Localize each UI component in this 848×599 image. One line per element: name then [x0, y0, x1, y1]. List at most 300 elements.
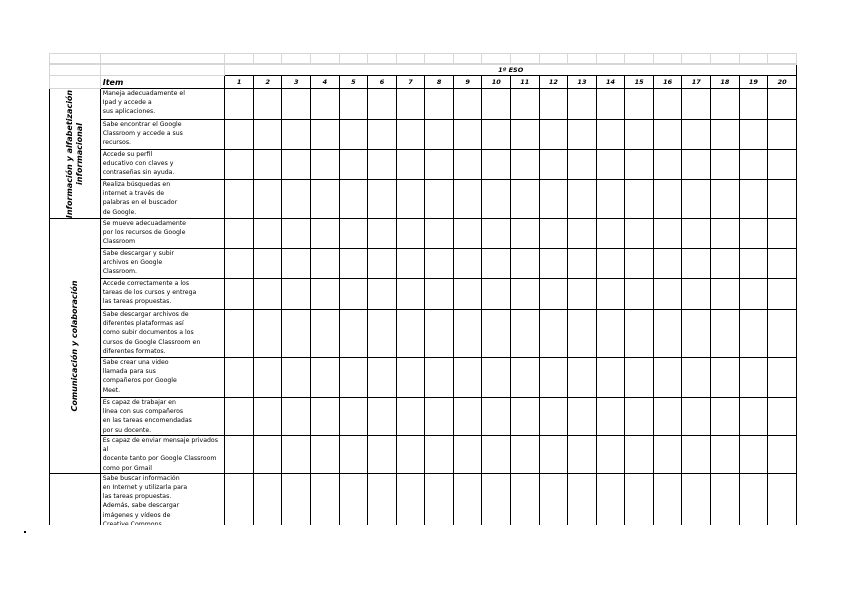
score-cell[interactable]: [482, 436, 511, 474]
score-cell[interactable]: [711, 279, 740, 310]
score-cell[interactable]: [311, 436, 340, 474]
blank-cell: [739, 54, 768, 64]
score-cell[interactable]: [425, 120, 454, 150]
score-cell[interactable]: [282, 120, 311, 150]
score-cell[interactable]: [368, 150, 397, 180]
score-cell[interactable]: [596, 150, 625, 180]
score-cell[interactable]: [282, 279, 311, 310]
score-cell[interactable]: [339, 436, 368, 474]
score-cell[interactable]: [425, 398, 454, 436]
score-cell[interactable]: [625, 120, 654, 150]
score-cell[interactable]: [768, 249, 797, 279]
blank-cell: [539, 54, 568, 64]
score-cell[interactable]: [596, 279, 625, 310]
score-cell[interactable]: [568, 219, 597, 249]
score-cell[interactable]: [625, 358, 654, 398]
item-row: [50, 219, 797, 249]
score-cell[interactable]: [682, 89, 711, 120]
blank-cell: [482, 54, 511, 64]
score-cell[interactable]: [425, 473, 454, 525]
score-cell[interactable]: [225, 310, 254, 358]
score-cell[interactable]: [568, 89, 597, 120]
score-cell[interactable]: [482, 279, 511, 310]
blank-cell: [100, 65, 225, 76]
blank-cell: [768, 54, 797, 64]
score-cell[interactable]: [253, 219, 282, 249]
score-cell[interactable]: [682, 473, 711, 525]
item-row: [50, 473, 797, 525]
score-cell[interactable]: [225, 120, 254, 150]
score-cell[interactable]: [282, 358, 311, 398]
score-cell[interactable]: [511, 310, 540, 358]
score-cell[interactable]: [339, 279, 368, 310]
item-text-line: tareas de los cursos y entrega: [102, 289, 197, 297]
score-cell[interactable]: [225, 89, 254, 120]
score-cell[interactable]: [282, 473, 311, 525]
evaluation-grid: [49, 53, 797, 525]
blank-cell: [368, 54, 397, 64]
score-cell[interactable]: [253, 279, 282, 310]
score-cell[interactable]: [511, 180, 540, 219]
score-cell[interactable]: [339, 219, 368, 249]
score-cell[interactable]: [339, 180, 368, 219]
score-cell[interactable]: [339, 473, 368, 525]
score-cell[interactable]: [739, 436, 768, 474]
score-cell[interactable]: [682, 150, 711, 180]
score-cell[interactable]: [453, 436, 482, 474]
blank-row: [50, 54, 797, 64]
category-cell: [50, 473, 101, 525]
score-cell[interactable]: [425, 89, 454, 120]
score-cell[interactable]: [511, 219, 540, 249]
score-cell[interactable]: [568, 150, 597, 180]
score-cell[interactable]: [682, 120, 711, 150]
score-cell[interactable]: [368, 473, 397, 525]
item-text-line: en Internet y utilizarla para: [102, 484, 188, 492]
score-cell[interactable]: [396, 436, 425, 474]
score-cell[interactable]: [339, 358, 368, 398]
score-cell[interactable]: [653, 310, 682, 358]
score-cell[interactable]: [711, 219, 740, 249]
score-cell[interactable]: [511, 249, 540, 279]
score-cell[interactable]: [711, 473, 740, 525]
score-cell[interactable]: [225, 358, 254, 398]
score-cell[interactable]: [396, 219, 425, 249]
score-cell[interactable]: [368, 89, 397, 120]
score-cell[interactable]: [682, 310, 711, 358]
item-row: [50, 358, 797, 398]
student-column-header: 18: [711, 76, 740, 89]
score-cell[interactable]: [453, 249, 482, 279]
student-column-header: 10: [482, 76, 511, 89]
score-cell[interactable]: [596, 219, 625, 249]
score-cell[interactable]: [682, 436, 711, 474]
score-cell[interactable]: [539, 398, 568, 436]
score-cell[interactable]: [653, 358, 682, 398]
score-cell[interactable]: [253, 120, 282, 150]
score-cell[interactable]: [396, 279, 425, 310]
score-cell[interactable]: [396, 120, 425, 150]
score-cell[interactable]: [568, 358, 597, 398]
score-cell[interactable]: [368, 120, 397, 150]
score-cell[interactable]: [568, 279, 597, 310]
score-cell[interactable]: [225, 249, 254, 279]
score-cell[interactable]: [539, 279, 568, 310]
score-cell[interactable]: [453, 120, 482, 150]
score-cell[interactable]: [768, 436, 797, 474]
score-cell[interactable]: [225, 150, 254, 180]
score-cell[interactable]: [539, 358, 568, 398]
score-cell[interactable]: [311, 249, 340, 279]
score-cell[interactable]: [368, 310, 397, 358]
score-cell[interactable]: [653, 279, 682, 310]
score-cell[interactable]: [596, 358, 625, 398]
score-cell[interactable]: [225, 180, 254, 219]
score-cell[interactable]: [425, 310, 454, 358]
score-cell[interactable]: [539, 180, 568, 219]
score-cell[interactable]: [568, 180, 597, 219]
item-description: [100, 180, 225, 219]
evaluation-sheet: [49, 53, 797, 525]
score-cell[interactable]: [568, 436, 597, 474]
score-cell[interactable]: [539, 219, 568, 249]
item-text-line: Classroom y accede a sus: [102, 130, 183, 138]
score-cell[interactable]: [568, 249, 597, 279]
score-cell[interactable]: [453, 358, 482, 398]
item-row: [50, 89, 797, 120]
score-cell[interactable]: [282, 150, 311, 180]
score-cell[interactable]: [768, 150, 797, 180]
item-text-line: sus aplicaciones.: [102, 108, 156, 116]
score-cell[interactable]: [311, 219, 340, 249]
score-cell[interactable]: [568, 120, 597, 150]
score-cell[interactable]: [539, 473, 568, 525]
score-cell[interactable]: [539, 89, 568, 120]
score-cell[interactable]: [482, 473, 511, 525]
score-cell[interactable]: [453, 89, 482, 120]
score-cell[interactable]: [539, 150, 568, 180]
score-cell[interactable]: [225, 398, 254, 436]
score-cell[interactable]: [682, 180, 711, 219]
score-cell[interactable]: [625, 279, 654, 310]
score-cell[interactable]: [253, 310, 282, 358]
score-cell[interactable]: [253, 249, 282, 279]
score-cell[interactable]: [682, 358, 711, 398]
blank-cell: [50, 54, 101, 64]
item-text-line: las tareas propuestas.: [102, 493, 172, 501]
score-cell[interactable]: [339, 89, 368, 120]
score-cell[interactable]: [368, 249, 397, 279]
score-cell[interactable]: [482, 310, 511, 358]
score-cell[interactable]: [282, 219, 311, 249]
score-cell[interactable]: [739, 398, 768, 436]
score-cell[interactable]: [511, 358, 540, 398]
score-cell[interactable]: [511, 89, 540, 120]
score-cell[interactable]: [739, 279, 768, 310]
score-cell[interactable]: [682, 398, 711, 436]
score-cell[interactable]: [453, 219, 482, 249]
item-text-line: como subir documentos a los: [102, 329, 194, 337]
score-cell[interactable]: [453, 398, 482, 436]
student-column-header: 20: [768, 76, 797, 89]
score-cell[interactable]: [682, 249, 711, 279]
score-cell[interactable]: [282, 436, 311, 474]
score-cell[interactable]: [482, 150, 511, 180]
score-cell[interactable]: [768, 120, 797, 150]
score-cell[interactable]: [711, 358, 740, 398]
score-cell[interactable]: [253, 436, 282, 474]
score-cell[interactable]: [711, 120, 740, 150]
score-cell[interactable]: [768, 279, 797, 310]
score-cell[interactable]: [453, 473, 482, 525]
score-cell[interactable]: [596, 310, 625, 358]
student-column-header: 9: [453, 76, 482, 89]
score-cell[interactable]: [596, 180, 625, 219]
score-cell[interactable]: [739, 120, 768, 150]
score-cell[interactable]: [453, 150, 482, 180]
score-cell[interactable]: [396, 398, 425, 436]
score-cell[interactable]: [311, 150, 340, 180]
score-cell[interactable]: [739, 310, 768, 358]
score-cell[interactable]: [282, 180, 311, 219]
score-cell[interactable]: [739, 150, 768, 180]
score-cell[interactable]: [739, 219, 768, 249]
score-cell[interactable]: [625, 249, 654, 279]
score-cell[interactable]: [653, 219, 682, 249]
score-cell[interactable]: [768, 398, 797, 436]
score-cell[interactable]: [539, 249, 568, 279]
score-cell[interactable]: [768, 89, 797, 120]
score-cell[interactable]: [282, 398, 311, 436]
student-column-header: 4: [311, 76, 340, 89]
score-cell[interactable]: [596, 249, 625, 279]
score-cell[interactable]: [596, 436, 625, 474]
score-cell[interactable]: [682, 279, 711, 310]
score-cell[interactable]: [539, 120, 568, 150]
score-cell[interactable]: [539, 310, 568, 358]
score-cell[interactable]: [568, 398, 597, 436]
score-cell[interactable]: [711, 310, 740, 358]
item-text-line: Maneja adecuadamente el: [102, 90, 185, 97]
score-cell[interactable]: [311, 473, 340, 525]
blank-cell: [511, 54, 540, 64]
score-cell[interactable]: [396, 473, 425, 525]
score-cell[interactable]: [653, 180, 682, 219]
score-cell[interactable]: [625, 310, 654, 358]
score-cell[interactable]: [596, 398, 625, 436]
score-cell[interactable]: [768, 310, 797, 358]
score-cell[interactable]: [482, 89, 511, 120]
score-cell[interactable]: [653, 120, 682, 150]
score-cell[interactable]: [253, 150, 282, 180]
score-cell[interactable]: [425, 180, 454, 219]
score-cell[interactable]: [739, 180, 768, 219]
score-cell[interactable]: [368, 436, 397, 474]
score-cell[interactable]: [311, 358, 340, 398]
score-cell[interactable]: [625, 436, 654, 474]
score-cell[interactable]: [253, 180, 282, 219]
score-cell[interactable]: [225, 473, 254, 525]
blank-cell: [282, 54, 311, 64]
score-cell[interactable]: [396, 358, 425, 398]
score-cell[interactable]: [511, 279, 540, 310]
score-cell[interactable]: [711, 436, 740, 474]
blank-cell: [100, 54, 225, 64]
score-cell[interactable]: [339, 150, 368, 180]
student-column-header: 17: [682, 76, 711, 89]
score-cell[interactable]: [596, 89, 625, 120]
score-cell[interactable]: [311, 89, 340, 120]
score-cell[interactable]: [511, 436, 540, 474]
score-cell[interactable]: [225, 219, 254, 249]
item-description: [100, 310, 225, 358]
item-text-line: Classroom.: [102, 268, 137, 276]
score-cell[interactable]: [253, 398, 282, 436]
item-text-line: Sabe descargar archivos de: [102, 311, 189, 318]
score-cell[interactable]: [396, 180, 425, 219]
score-cell[interactable]: [311, 279, 340, 310]
blank-cell: [339, 54, 368, 64]
score-cell[interactable]: [425, 249, 454, 279]
score-cell[interactable]: [339, 398, 368, 436]
score-cell[interactable]: [425, 219, 454, 249]
score-cell[interactable]: [339, 310, 368, 358]
score-cell[interactable]: [653, 398, 682, 436]
score-cell[interactable]: [482, 219, 511, 249]
score-cell[interactable]: [425, 279, 454, 310]
score-cell[interactable]: [425, 358, 454, 398]
item-description: [100, 436, 225, 474]
score-cell[interactable]: [339, 120, 368, 150]
item-text-line: de Google.: [102, 208, 137, 216]
score-cell[interactable]: [453, 279, 482, 310]
blank-cell: [311, 54, 340, 64]
score-cell[interactable]: [396, 249, 425, 279]
student-column-header: 11: [511, 76, 540, 89]
score-cell[interactable]: [311, 180, 340, 219]
student-column-header: 14: [596, 76, 625, 89]
item-text-line: Es capaz de enviar mensaje privados al: [102, 437, 218, 454]
score-cell[interactable]: [368, 180, 397, 219]
score-cell[interactable]: [768, 358, 797, 398]
item-row: [50, 279, 797, 310]
score-cell[interactable]: [282, 310, 311, 358]
score-cell[interactable]: [653, 89, 682, 120]
score-cell[interactable]: [396, 150, 425, 180]
item-text-line: llamada para sus: [102, 368, 156, 376]
score-cell[interactable]: [596, 120, 625, 150]
score-cell[interactable]: [368, 398, 397, 436]
score-cell[interactable]: [625, 89, 654, 120]
student-column-header: 1: [225, 76, 254, 89]
score-cell[interactable]: [711, 150, 740, 180]
item-row: [50, 180, 797, 219]
score-cell[interactable]: [311, 398, 340, 436]
score-cell[interactable]: [253, 358, 282, 398]
item-row: [50, 436, 797, 474]
score-cell[interactable]: [282, 249, 311, 279]
score-cell[interactable]: [253, 89, 282, 120]
score-cell[interactable]: [511, 120, 540, 150]
score-cell[interactable]: [396, 89, 425, 120]
score-cell[interactable]: [368, 279, 397, 310]
item-row: [50, 249, 797, 279]
blank-cell: [653, 54, 682, 64]
score-cell[interactable]: [653, 249, 682, 279]
category-label: [70, 280, 80, 411]
score-cell[interactable]: [482, 180, 511, 219]
score-cell[interactable]: [282, 89, 311, 120]
score-cell[interactable]: [768, 180, 797, 219]
student-column-header: 15: [625, 76, 654, 89]
score-cell[interactable]: [225, 279, 254, 310]
student-column-header: 3: [282, 76, 311, 89]
score-cell[interactable]: [768, 473, 797, 525]
score-cell[interactable]: [568, 473, 597, 525]
score-cell[interactable]: [711, 180, 740, 219]
score-cell[interactable]: [653, 436, 682, 474]
score-cell[interactable]: [482, 120, 511, 150]
student-column-header: 5: [339, 76, 368, 89]
score-cell[interactable]: [739, 249, 768, 279]
score-cell[interactable]: [425, 436, 454, 474]
score-cell[interactable]: [253, 473, 282, 525]
item-text-line: Sabe crear una video: [102, 359, 169, 366]
score-cell[interactable]: [653, 150, 682, 180]
item-row: [50, 120, 797, 150]
score-cell[interactable]: [396, 310, 425, 358]
score-cell[interactable]: [453, 310, 482, 358]
score-cell[interactable]: [339, 249, 368, 279]
score-cell[interactable]: [511, 150, 540, 180]
score-cell[interactable]: [625, 180, 654, 219]
item-text-line: recursos.: [102, 139, 132, 147]
score-cell[interactable]: [625, 398, 654, 436]
score-cell[interactable]: [539, 436, 568, 474]
item-text-line: imágenes y vídeos de: [102, 511, 171, 519]
score-cell[interactable]: [482, 249, 511, 279]
score-cell[interactable]: [625, 150, 654, 180]
item-text-line: Además, sabe descargar: [102, 502, 180, 510]
score-cell[interactable]: [596, 473, 625, 525]
score-cell[interactable]: [425, 150, 454, 180]
score-cell[interactable]: [311, 120, 340, 150]
score-cell[interactable]: [368, 219, 397, 249]
score-cell[interactable]: [625, 473, 654, 525]
score-cell[interactable]: [453, 180, 482, 219]
score-cell[interactable]: [682, 219, 711, 249]
score-cell[interactable]: [739, 89, 768, 120]
student-column-header: 7: [396, 76, 425, 89]
score-cell[interactable]: [653, 473, 682, 525]
score-cell[interactable]: [739, 358, 768, 398]
score-cell[interactable]: [511, 473, 540, 525]
score-cell[interactable]: [625, 219, 654, 249]
score-cell[interactable]: [482, 358, 511, 398]
score-cell[interactable]: [711, 249, 740, 279]
score-cell[interactable]: [368, 358, 397, 398]
score-cell[interactable]: [768, 219, 797, 249]
score-cell[interactable]: [311, 310, 340, 358]
score-cell[interactable]: [568, 310, 597, 358]
score-cell[interactable]: [739, 473, 768, 525]
score-cell[interactable]: [225, 436, 254, 474]
item-text-line: compañeros por Google: [102, 377, 177, 385]
score-cell[interactable]: [711, 398, 740, 436]
score-cell[interactable]: [511, 398, 540, 436]
score-cell[interactable]: [482, 398, 511, 436]
score-cell[interactable]: [711, 89, 740, 120]
